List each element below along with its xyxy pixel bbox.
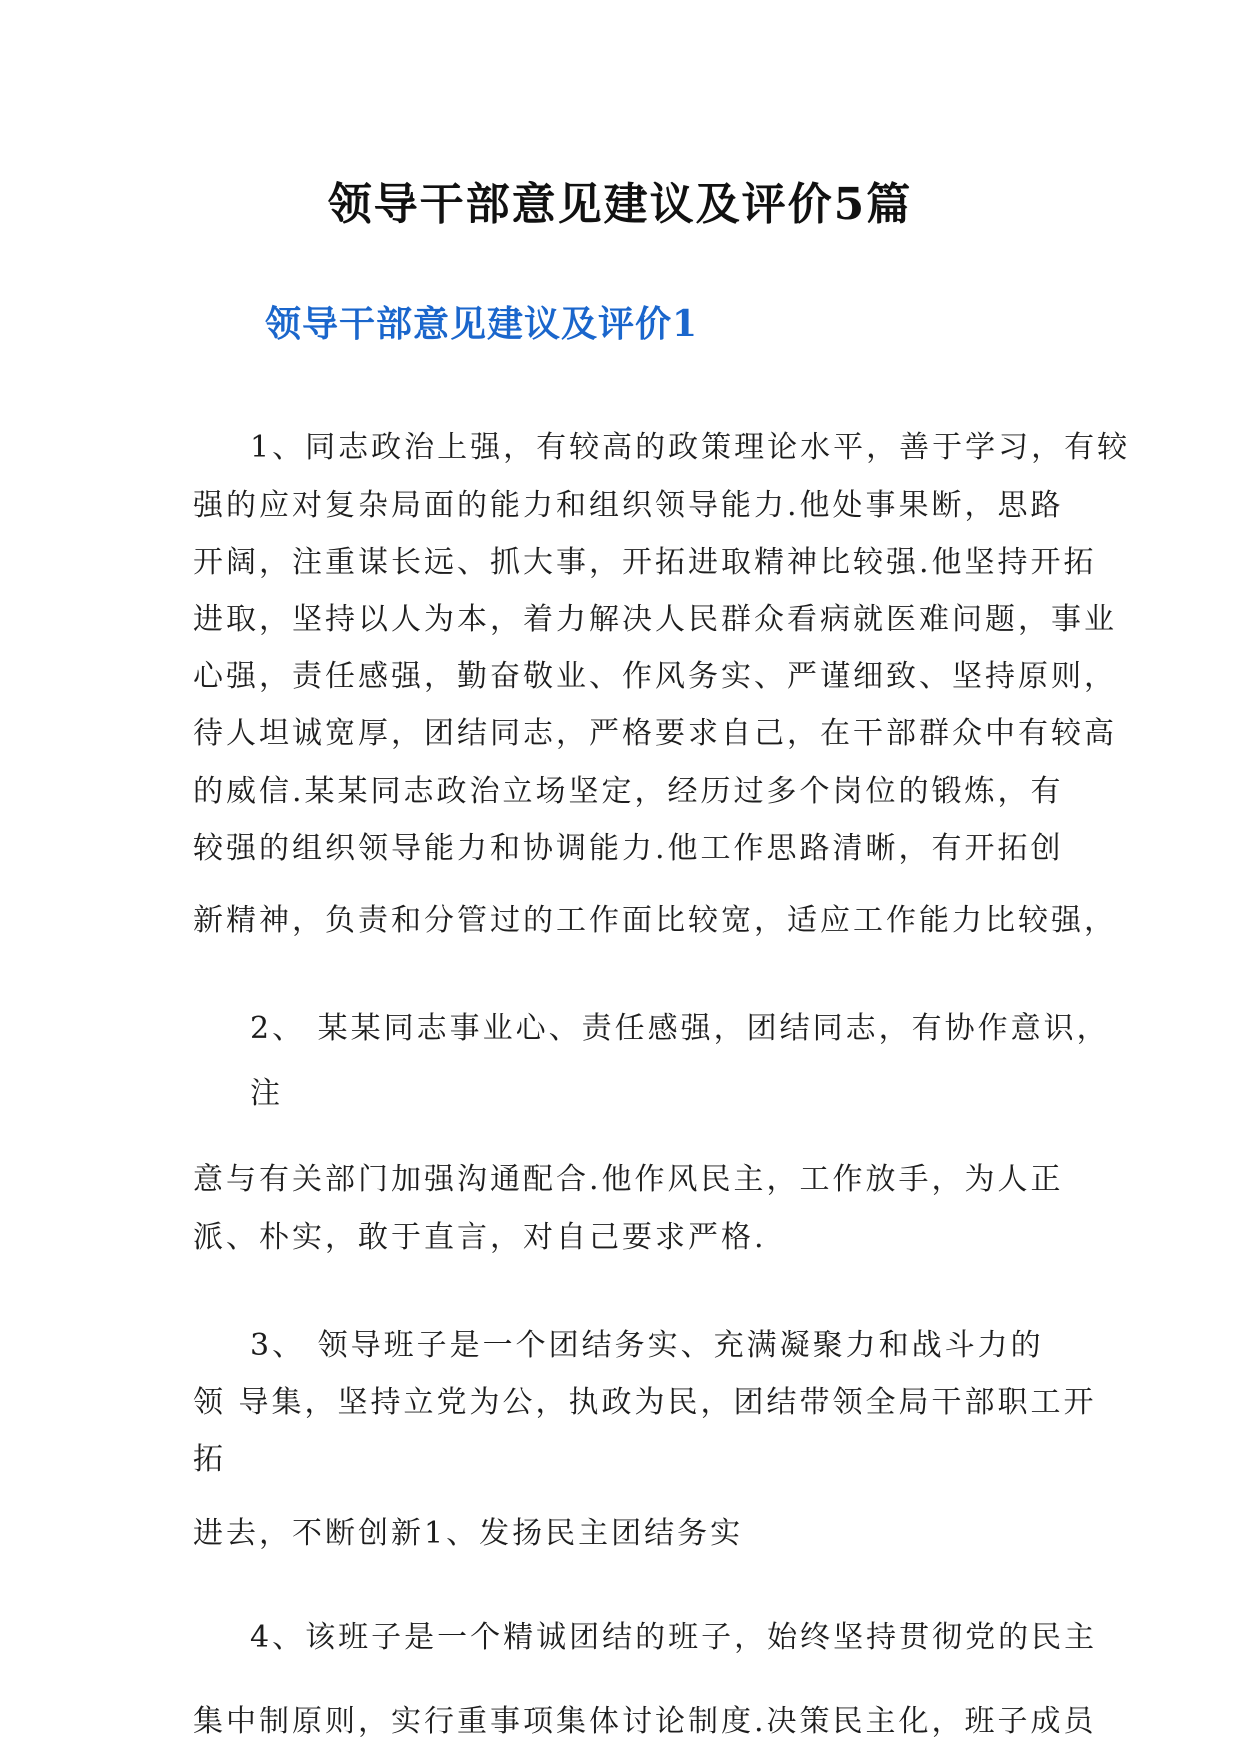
paragraph-line: 进取，坚持以人为本，着力解决人民群众看病就医难问题，事业	[193, 602, 1117, 637]
paragraph-line: 4、该班子是一个精诚团结的班子，始终坚持贯彻党的民主	[250, 1620, 1098, 1655]
paragraph-line: 拓	[193, 1442, 226, 1477]
paragraph-line: 心强，责任感强，勤奋敬业、作风务实、严谨细致、坚持原则，	[193, 659, 1117, 694]
paragraph-line: 3、 领导班子是一个团结务实、充满凝聚力和战斗力的	[250, 1328, 1044, 1363]
paragraph-line: 集中制原则，实行重事项集体讨论制度.决策民主化，班子成员	[193, 1704, 1097, 1739]
paragraph-line: 注	[250, 1076, 283, 1111]
paragraph-line: 进去，不断创新1、发扬民主团结务实	[193, 1516, 744, 1551]
paragraph-line: 派、朴实，敢于直言，对自己要求严格.	[193, 1220, 767, 1255]
section-heading: 领导干部意见建议及评价1	[265, 303, 699, 345]
paragraph-line: 2、 某某同志事业心、责任感强，团结同志，有协作意识，	[250, 1011, 1110, 1046]
paragraph-line: 待人坦诚宽厚，团结同志，严格要求自己，在干部群众中有较高	[193, 716, 1117, 751]
document-title: 领导干部意见建议及评价5篇	[327, 179, 913, 230]
paragraph-line: 开阔，注重谋长远、抓大事，开拓进取精神比较强.他坚持开拓	[193, 545, 1097, 580]
paragraph-line: 较强的组织领导能力和协调能力.他工作思路清晰，有开拓创	[193, 831, 1064, 866]
paragraph-line: 的威信.某某同志政治立场坚定，经历过多个岗位的锻炼，有	[193, 774, 1064, 809]
paragraph-line: 1、同志政治上强，有较高的政策理论水平，善于学习，有较	[250, 430, 1131, 465]
paragraph-line: 意与有关部门加强沟通配合.他作风民主，工作放手，为人正	[193, 1162, 1064, 1197]
paragraph-line: 新精神，负责和分管过的工作面比较宽，适应工作能力比较强，	[193, 903, 1117, 938]
paragraph-line: 强的应对复杂局面的能力和组织领导能力.他处事果断，思路	[193, 488, 1064, 523]
paragraph-line: 领 导集，坚持立党为公，执政为民，团结带领全局干部职工开	[193, 1385, 1097, 1420]
